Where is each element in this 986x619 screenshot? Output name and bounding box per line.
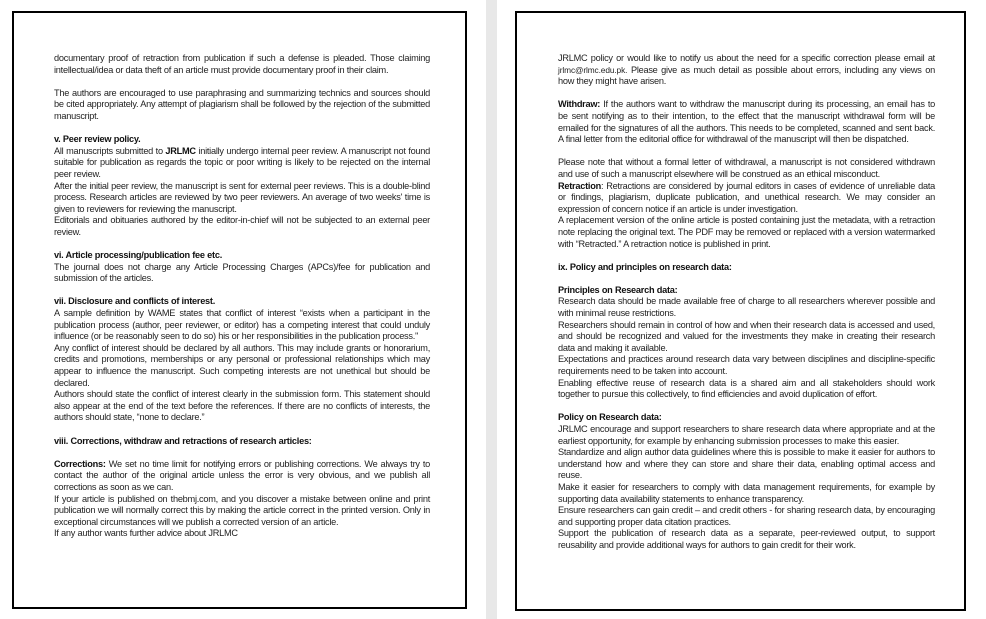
doc-paragraph [54,389,430,424]
doc-heading [54,436,430,448]
doc-heading [54,296,430,308]
email-text: jrlmc@rlmc.edu.pk. [558,64,628,75]
body-text: Research data should be made available free of charge to all researchers wherever possible and with minimal reuse restrictions. [558,296,935,319]
doc-heading [54,250,430,262]
doc-paragraph [558,378,935,401]
bold-text: Withdraw: [558,99,601,110]
page-divider [486,0,497,619]
doc-paragraph [54,459,430,494]
doc-paragraph [54,343,430,389]
doc-paragraph [558,447,935,482]
body-text: Please note that without a formal letter of withdrawal, a manuscript is not considered withdrawn and use of such a manuscript elsewhere will be construed as an ethical misconduct. [558,157,935,179]
body-text: Expectations and practices around research data vary between disciplines and discipline-specific requirements need to be taken into account. [558,354,935,377]
bold-text: JRLMC [165,145,196,156]
body-text: The journal does not charge any Article Processing Charges (APCs)/fee for publication and submission of the articles. [54,261,430,284]
doc-heading [54,134,430,146]
body-text: Please give as much detail as possible about errors, including any views on how they might have arisen. [558,64,935,87]
body-text: All manuscripts submitted to [54,145,166,156]
body-text: If your article is published on thebmj.com, and you discover a mistake between online and print publication we will normally correct this by making the article correct in the printed version. Only in exceptional circumstances will we publish a corrected version of an article. [54,493,430,527]
body-text: Ensure researchers can gain credit – and credit others - for sharing research data, by encouraging and supporting proper data citation practices. [558,505,935,527]
body-text: Editorials and obituaries authored by the editor-in-chief will not be subjected to an external peer review. [54,215,430,237]
doc-paragraph [54,146,430,181]
doc-heading [558,412,935,424]
doc-paragraph [558,505,935,528]
doc-paragraph [54,262,430,285]
bold-text: Corrections: [54,458,106,469]
document-page-left [12,11,467,609]
doc-paragraph [558,157,935,180]
body-text: If any author wants further advice about JRLMC [54,528,238,539]
doc-paragraph [558,528,935,551]
body-text: If the authors want to withdraw the manuscript during its processing, an email has to be sent notifying as to their intention, to the effect that the manuscript withdrawal form will be emailed for the signatures of all the authors. This needs to be completed, scanned and sent back. A final letter from the editorial office for withdrawal of the manuscript will then be dispatched. [558,99,935,145]
body-text: Enabling effective reuse of research data is a shared aim and all stakeholders should work together to pursue this collectively, to find efficiencies and avoid duplication of effort. [558,377,935,400]
doc-paragraph [558,296,935,319]
doc-paragraph [558,181,935,216]
doc-paragraph [558,482,935,505]
body-text: initially undergo internal peer review. A manuscript not found suitable for publication as regards the topic or poor writing is likely to be rejected on the internal peer review. [54,145,431,179]
doc-paragraph [54,308,430,343]
body-text: A sample definition by WAME states that conflict of interest “exists when a participant in the publication process (author, peer reviewer, or editor) has a competing interest that could unduly influence (or be reasonably seen to do so) his or her responsibilities in the publication process.'' [54,308,430,342]
bold-text: Retraction [558,180,601,191]
body-text: documentary proof of retraction from publication if such a defense is pleaded. Those claiming intellectual/idea or data theft of an article must provide documentary proof in their claim. [54,53,430,75]
doc-paragraph [558,99,935,145]
body-text: After the initial peer review, the manuscript is sent for external peer reviews. This is a double-blind process. Research articles are reviewed by two peer reviewers. An average of two weeks' time is given to reviewers for reviewing the manuscript. [54,180,430,214]
doc-paragraph [558,320,935,355]
body-text: : Retractions are considered by journal editors in cases of evidence of unreliable data or findings, plagiarism, duplicate publication, and unethical research. We may consider an expression of concern notice if an article is under investigation. [558,180,935,214]
body-text: A replacement version of the online article is posted containing just the metadata, with a retraction note replacing the original text. The PDF may be removed or replaced with a version watermarked with “Retracted.” A retraction notice is published in print. [558,215,935,249]
doc-paragraph [54,88,430,123]
doc-paragraph [54,53,430,76]
body-text: Authors should state the conflict of interest clearly in the submission form. This statement should also appear at the end of the text before the references. If there are no conflicts of interests, the authors should state, “none to declare.” [54,389,430,423]
body-text: JRLMC encourage and support researchers to share research data where appropriate and at the earliest opportunity, for example by enhancing submission processes to make this easier. [558,424,935,446]
body-text: We set no time limit for notifying errors or publishing corrections. We always try to contact the author of the original article unless the error is very obvious, and we publish all corrections as soon as we can. [54,458,430,492]
bold-text: viii. Corrections, withdraw and retractions of research articles: [54,435,312,446]
blank-line [54,447,430,459]
blank-line [558,250,935,262]
body-text: JRLMC policy or would like to notify us about the need for a specific correction please email at [558,53,935,63]
blank-line [54,239,430,251]
bold-text: vii. Disclosure and conflicts of interest. [54,296,216,307]
body-text: Researchers should remain in control of how and when their research data is accessed and used, and should be recognized and valued for the investments they make in creating their research data and making it available. [558,319,935,353]
blank-line [558,401,935,413]
blank-line [54,123,430,135]
bold-text: v. Peer review policy. [54,134,141,145]
body-text: Support the publication of research data as a separate, peer-reviewed output, to support reusability and provide additional ways for authors to gain credit for their work. [558,528,935,550]
doc-paragraph [558,424,935,447]
bold-text: vi. Article processing/publication fee etc. [54,250,223,261]
body-text: The authors are encouraged to use paraphrasing and summarizing technics and sources should be cited appropriately. Any attempt of plagiarism shall be followed by the rejection of the submitted manuscript. [54,87,430,121]
bold-text: ix. Policy and principles on research data: [558,261,732,272]
doc-paragraph [54,494,430,529]
blank-line [54,76,430,88]
blank-line [558,146,935,158]
document-page-right [515,11,966,611]
blank-line [54,424,430,436]
bold-text: Policy on Research data: [558,412,662,423]
blank-line [558,88,935,100]
doc-paragraph [54,528,430,540]
doc-paragraph [558,215,935,250]
doc-paragraph [54,181,430,216]
bold-text: Principles on Research data: [558,284,678,295]
doc-heading [558,285,935,297]
doc-paragraph [558,354,935,377]
doc-heading [558,262,935,274]
blank-line [54,285,430,297]
body-text: Standardize and align author data guidelines where this is possible to make it easier for authors to understand how and where they can store and share their data, enabling optimal access and reuse. [558,447,935,481]
blank-line [558,273,935,285]
doc-paragraph [54,215,430,238]
body-text: Any conflict of interest should be declared by all authors. This may include grants or honorarium, credits and promotions, memberships or any personal or professional relationships which may appear to influence the manuscript. Such competing interests are not unethical but should be declared. [54,342,430,388]
doc-paragraph [558,53,935,88]
body-text: Make it easier for researchers to comply with data management requirements, for example by supporting data availability statements to enhance transparency. [558,481,935,504]
